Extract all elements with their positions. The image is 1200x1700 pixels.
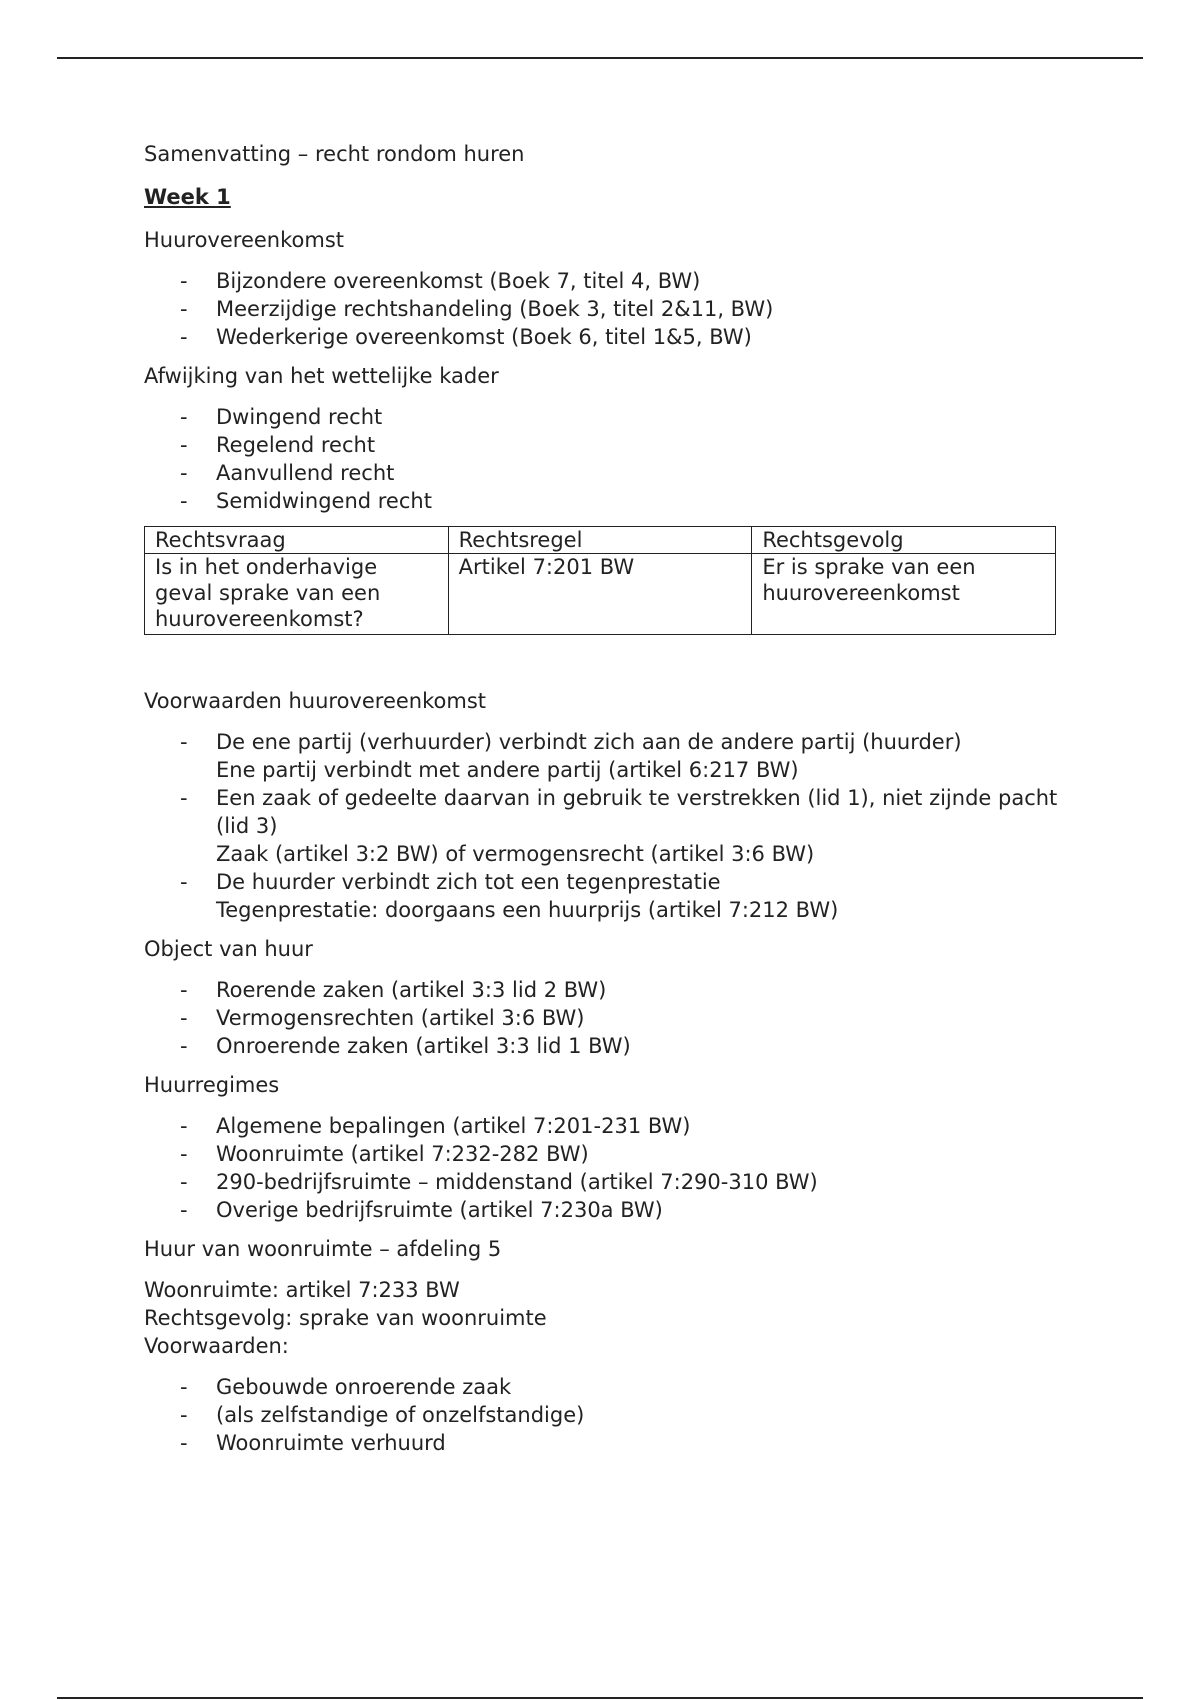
section-heading-voorwaarden: Voorwaarden huurovereenkomst	[144, 689, 486, 713]
list-item: - Meerzijdige rechtshandeling (Boek 3, titel 2&11, BW)	[180, 297, 774, 321]
list-item: - (als zelfstandige of onzelfstandige)	[180, 1403, 585, 1427]
section-heading-object: Object van huur	[144, 937, 313, 961]
dash-bullet: -	[180, 1170, 188, 1194]
list-item-subline: Zaak (artikel 3:2 BW) of vermogensrecht (artikel 3:6 BW)	[216, 842, 815, 866]
woonruimte-line: Rechtsgevolg: sprake van woonruimte	[144, 1306, 547, 1330]
list-voorwaarden	[144, 728, 1064, 924]
dash-bullet: -	[180, 786, 188, 810]
dash-bullet: -	[180, 489, 188, 513]
table-header-cell: Rechtsgevolg	[752, 527, 1056, 554]
dash-bullet: -	[180, 1006, 188, 1030]
woonruimte-line: Voorwaarden:	[144, 1334, 289, 1358]
dash-bullet: -	[180, 1431, 188, 1455]
dash-bullet: -	[180, 269, 188, 293]
section-heading-huurovereenkomst: Huurovereenkomst	[144, 228, 344, 252]
list-item: - Wederkerige overeenkomst (Boek 6, titel 1&5, BW)	[180, 325, 752, 349]
dash-bullet: -	[180, 1198, 188, 1222]
dash-bullet: -	[180, 297, 188, 321]
dash-bullet: -	[180, 730, 188, 754]
list-object	[144, 976, 1064, 1060]
list-item: - Semidwingend recht	[180, 489, 432, 513]
list-item: - Gebouwde onroerende zaak	[180, 1375, 512, 1399]
document-title: Samenvatting – recht rondom huren	[144, 142, 525, 166]
list-item: - Een zaak of gedeelte daarvan in gebruik te verstrekken (lid 1), niet zijnde pacht (lid 3) Zaak (artikel 3:2 BW) of vermogensrecht (artikel 3:6 BW)	[144, 784, 1064, 868]
list-item: - Regelend recht	[180, 433, 376, 457]
dash-bullet: -	[180, 405, 188, 429]
table-cell: Artikel 7:201 BW	[448, 554, 752, 635]
list-item: - Bijzondere overeenkomst (Boek 7, titel 4, BW)	[180, 269, 701, 293]
table-header-cell: Rechtsvraag	[145, 527, 449, 554]
table-header-row	[145, 527, 1056, 554]
rechtsvraag-table	[144, 526, 1056, 635]
top-rule	[57, 57, 1143, 59]
list-regimes	[144, 1112, 1064, 1224]
list-item: - Overige bedrijfsruimte (artikel 7:230a BW)	[180, 1198, 663, 1222]
section-heading-regimes: Huurregimes	[144, 1073, 280, 1097]
table-cell: Is in het onderhavige geval sprake van een huurovereenkomst?	[145, 554, 449, 635]
dash-bullet: -	[180, 1114, 188, 1138]
dash-bullet: -	[180, 870, 188, 894]
list-item: - Onroerende zaken (artikel 3:3 lid 1 BW)	[180, 1034, 631, 1058]
list-item: - 290-bedrijfsruimte – middenstand (artikel 7:290-310 BW)	[180, 1170, 818, 1194]
list-item-subline: Ene partij verbindt met andere partij (artikel 6:217 BW)	[216, 758, 799, 782]
list-afwijking	[144, 403, 1064, 515]
list-item: - Aanvullend recht	[180, 461, 395, 485]
document-page	[144, 140, 1064, 1468]
list-item: - Roerende zaken (artikel 3:3 lid 2 BW)	[180, 978, 607, 1002]
table-row	[145, 554, 1056, 635]
dash-bullet: -	[180, 433, 188, 457]
week-heading: Week 1	[144, 185, 231, 209]
list-item: - Dwingend recht	[180, 405, 383, 429]
dash-bullet: -	[180, 1142, 188, 1166]
dash-bullet: -	[180, 461, 188, 485]
table-cell: Er is sprake van een huurovereenkomst	[752, 554, 1056, 635]
dash-bullet: -	[180, 1403, 188, 1427]
list-woonruimte	[144, 1373, 1064, 1457]
list-item: - Woonruimte verhuurd	[180, 1431, 446, 1455]
list-item: - Woonruimte (artikel 7:232-282 BW)	[180, 1142, 589, 1166]
section-heading-afwijking: Afwijking van het wettelijke kader	[144, 364, 499, 388]
list-item: - De huurder verbindt zich tot een tegenprestatie Tegenprestatie: doorgaans een huurprijs (artikel 7:212 BW)	[144, 868, 1064, 924]
woonruimte-line: Woonruimte: artikel 7:233 BW	[144, 1278, 460, 1302]
bottom-rule	[57, 1697, 1143, 1699]
section-heading-woonruimte: Huur van woonruimte – afdeling 5	[144, 1237, 502, 1261]
list-item: - Algemene bepalingen (artikel 7:201-231 BW)	[180, 1114, 691, 1138]
dash-bullet: -	[180, 978, 188, 1002]
dash-bullet: -	[180, 1375, 188, 1399]
table-header-cell: Rechtsregel	[448, 527, 752, 554]
list-item: - Vermogensrechten (artikel 3:6 BW)	[180, 1006, 585, 1030]
dash-bullet: -	[180, 1034, 188, 1058]
list-huurovereenkomst	[144, 267, 1064, 351]
list-item-subline: Tegenprestatie: doorgaans een huurprijs (artikel 7:212 BW)	[216, 898, 839, 922]
list-item: - De ene partij (verhuurder) verbindt zich aan de andere partij (huurder) Ene partij verbindt met andere partij (artikel 6:217 BW)	[144, 728, 1064, 784]
dash-bullet: -	[180, 325, 188, 349]
